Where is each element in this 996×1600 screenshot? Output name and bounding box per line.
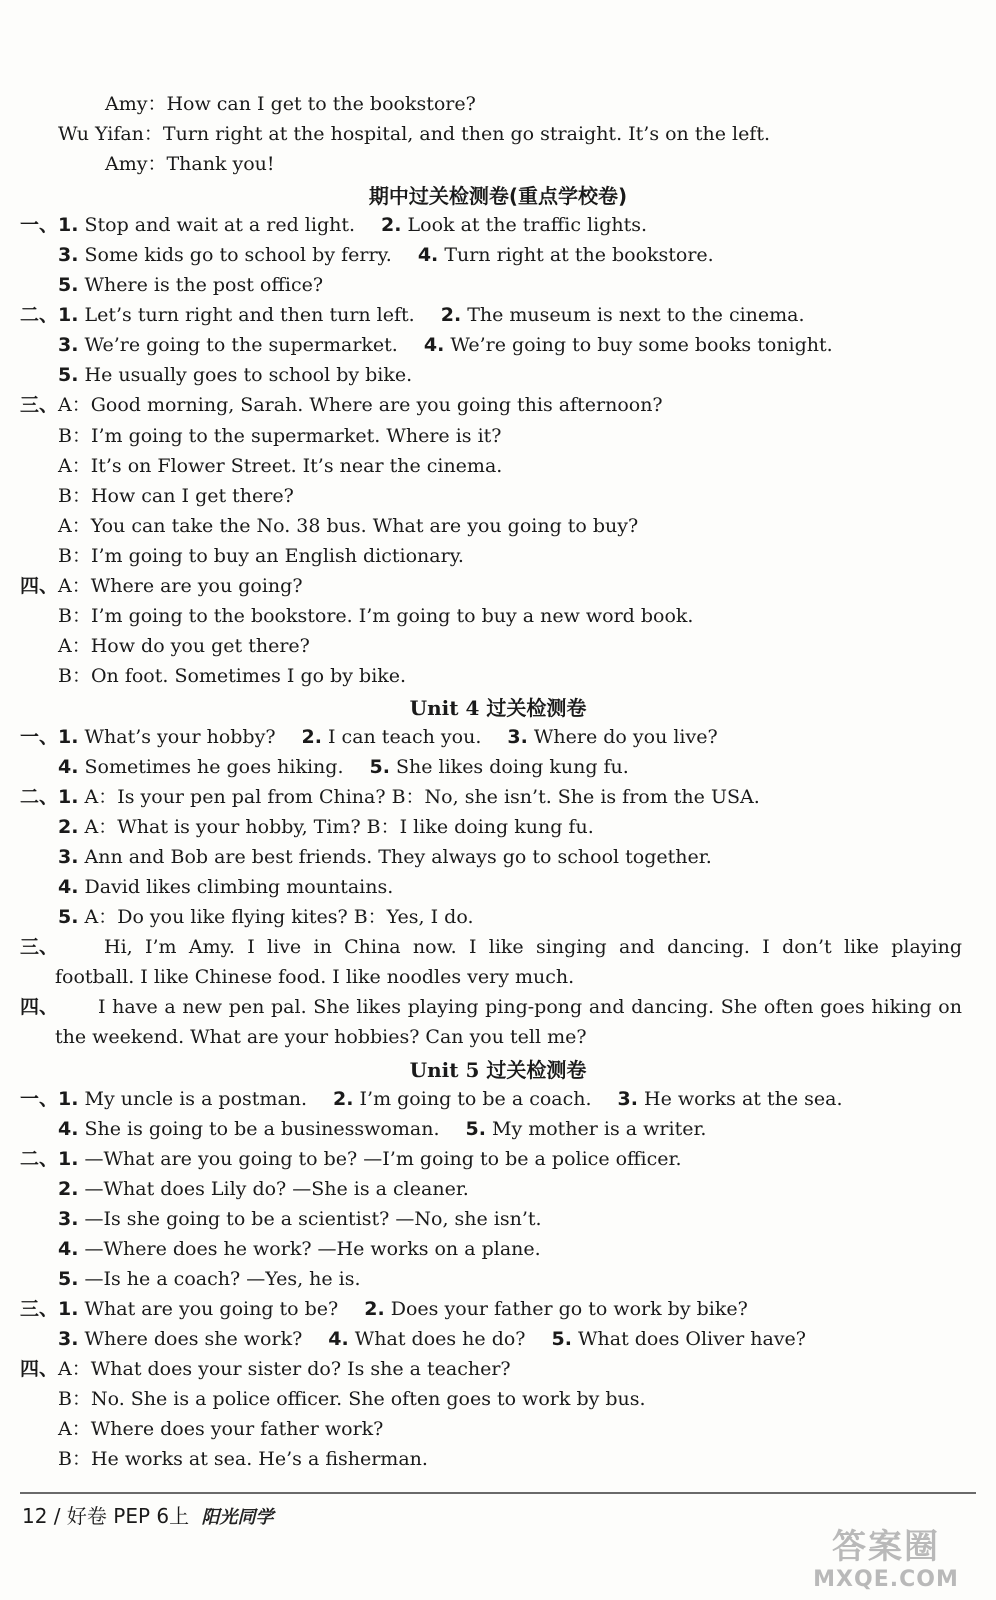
line-text <box>104 933 962 961</box>
footer-divider <box>20 1492 976 1494</box>
item-text: Amy：How can I get to the bookstore? <box>105 93 476 115</box>
answer-line <box>0 933 990 961</box>
item-number: 1. <box>58 1147 79 1170</box>
item-text: Sometimes he goes hiking. <box>84 756 344 778</box>
line-text <box>58 723 718 751</box>
answer-line <box>0 1325 990 1353</box>
answer-line <box>0 602 990 630</box>
line-text <box>58 572 303 600</box>
item-number: 4. <box>58 756 79 778</box>
item-number: 4. <box>423 334 445 357</box>
answer-line <box>0 1355 990 1383</box>
item-number: 5. <box>551 1327 572 1350</box>
answer-line <box>0 783 990 811</box>
line-text <box>58 1265 361 1293</box>
line-text <box>58 1445 428 1473</box>
page-footer <box>22 1500 273 1532</box>
line-text <box>58 452 502 480</box>
item-text: My uncle is a postman. <box>84 1087 308 1110</box>
answer-line <box>0 1023 990 1051</box>
item-text: the weekend. What are your hobbies? Can you tell me? <box>55 1026 587 1049</box>
answer-line <box>0 120 990 148</box>
line-text <box>58 1325 806 1353</box>
item-number: 2. <box>364 1297 385 1320</box>
item-text: David likes climbing mountains. <box>84 876 394 899</box>
line-text <box>58 1205 542 1233</box>
watermark-url: MXQE.COM <box>813 1567 959 1592</box>
answer-line <box>0 301 990 329</box>
item-text: Stop and wait at a red light. <box>84 214 356 237</box>
item-number: 5. <box>369 756 390 778</box>
item-number: 2. <box>333 1087 354 1110</box>
answer-line <box>0 1445 990 1473</box>
item-text: She likes doing kung fu. <box>395 756 629 778</box>
item-text: —What does Lily do? —She is a cleaner. <box>84 1177 469 1200</box>
answer-line <box>0 422 990 450</box>
item-text: Hi, I’m Amy. I live in China now. I like singing and dancing. I don’t like playing <box>104 936 962 959</box>
answer-line <box>0 331 990 359</box>
section-marker: 二、 <box>20 1147 59 1170</box>
answer-line <box>0 1295 990 1323</box>
line-text <box>98 993 962 1021</box>
answer-line <box>0 993 990 1021</box>
item-number: 1. <box>58 214 79 237</box>
answer-line <box>0 1085 990 1113</box>
item-text: Look at the traffic lights. <box>407 214 648 237</box>
item-text: Where does she work? <box>84 1327 303 1350</box>
item-number: 2. <box>440 304 462 327</box>
item-text: A：What is your hobby, Tim? B：I like doing kung fu. <box>84 816 594 839</box>
item-text: My mother is a writer. <box>491 1117 707 1140</box>
answer-line <box>0 452 990 480</box>
section-marker: 四、 <box>20 574 59 597</box>
line-text <box>58 783 760 811</box>
item-number: 1. <box>58 786 79 809</box>
item-text: Ann and Bob are best friends. They always go to school together. <box>84 846 712 869</box>
item-number: 3. <box>507 725 528 748</box>
section-marker: 三、 <box>20 394 59 417</box>
answer-line <box>0 963 990 991</box>
item-number: 1. <box>58 304 79 327</box>
item-text: B：I’m going to the bookstore. I’m going to buy a new word book. <box>58 604 694 627</box>
answer-line <box>0 843 990 871</box>
section-marker: 三、 <box>20 1297 59 1320</box>
item-number: 4. <box>58 876 79 899</box>
item-text: I have a new pen pal. She likes playing ping-pong and dancing. She often goes hiking on <box>98 996 962 1019</box>
answer-line <box>0 632 990 660</box>
item-text: Let’s turn right and then turn left. <box>84 304 415 327</box>
section-marker: 四、 <box>20 1357 59 1380</box>
line-text <box>58 753 629 781</box>
line-text <box>58 1235 541 1263</box>
line-text <box>58 482 294 510</box>
item-text: —What are you going to be? —I’m going to be a police officer. <box>84 1147 682 1170</box>
answer-line <box>0 662 990 690</box>
line-text <box>58 873 393 901</box>
item-text: —Where does he work? —He works on a plane. <box>84 1237 541 1260</box>
item-number: 4. <box>417 244 439 267</box>
line-text <box>58 1175 469 1203</box>
answer-line <box>0 1415 990 1443</box>
brand-logo: 阳光同学 <box>201 1507 274 1528</box>
answer-line <box>0 1265 990 1293</box>
item-text: Wu Yifan：Turn right at the hospital, and then go straight. It’s on the left. <box>58 123 771 146</box>
answer-line <box>0 211 990 239</box>
section-heading <box>0 1055 996 1085</box>
answer-line <box>0 903 990 931</box>
line-text <box>58 1385 646 1413</box>
item-number: 1. <box>58 725 79 748</box>
answer-line <box>0 1175 990 1203</box>
item-number: 3. <box>58 244 79 267</box>
item-number: 1. <box>58 1297 79 1320</box>
item-number: 5. <box>58 1267 79 1290</box>
line-text <box>58 120 770 148</box>
item-number: 4. <box>328 1327 349 1350</box>
section-marker: 一、 <box>20 1087 59 1110</box>
section-marker: 二、 <box>20 786 59 809</box>
answer-line <box>0 873 990 901</box>
line-text <box>105 150 275 178</box>
item-text: B：I’m going to the supermarket. Where is it? <box>58 424 502 447</box>
item-number: 2. <box>58 816 79 839</box>
line-text <box>58 1355 511 1383</box>
answer-line <box>0 512 990 540</box>
heading-title: 过关检测卷 <box>486 695 587 720</box>
item-number: 2. <box>301 725 322 748</box>
unit-label: Unit 4 <box>409 695 480 720</box>
item-text: —Is he a coach? —Yes, he is. <box>84 1267 361 1290</box>
item-number: 2. <box>381 214 402 237</box>
answer-line <box>0 1235 990 1263</box>
line-text <box>55 963 574 991</box>
item-text: What’s your hobby? <box>84 725 276 748</box>
site-watermark <box>786 1526 986 1596</box>
line-text <box>58 1295 748 1323</box>
item-number: 5. <box>58 906 79 929</box>
answer-line <box>0 572 990 600</box>
item-number: 3. <box>58 1327 79 1350</box>
answer-line <box>0 271 990 299</box>
item-number: 3. <box>58 334 79 357</box>
section-heading <box>0 693 996 723</box>
line-text <box>58 632 310 660</box>
section-marker: 二、 <box>20 304 59 327</box>
item-text: B：On foot. Sometimes I go by bike. <box>58 664 407 687</box>
line-text <box>58 1085 843 1113</box>
item-text: Amy：Thank you! <box>105 153 275 176</box>
item-text: Does your father go to work by bike? <box>390 1297 748 1320</box>
item-text: football. I like Chinese food. I like noodles very much. <box>55 966 575 989</box>
item-text: A：It’s on Flower Street. It’s near the cinema. <box>58 454 503 477</box>
item-text: What does Oliver have? <box>578 1327 806 1350</box>
answer-line <box>0 753 990 781</box>
section-marker: 四、 <box>20 996 59 1019</box>
answer-line <box>0 723 990 751</box>
item-text: B：I’m going to buy an English dictionary. <box>58 544 464 567</box>
item-text: B：He works at sea. He’s a fisherman. <box>58 1448 428 1471</box>
line-text <box>58 813 594 841</box>
answer-line <box>0 1205 990 1233</box>
item-number: 1. <box>58 1087 79 1110</box>
line-text <box>58 602 693 630</box>
item-number: 5. <box>58 274 79 297</box>
heading-title: 期中过关检测卷(重点学校卷) <box>368 184 628 209</box>
section-marker: 三、 <box>20 936 59 959</box>
item-text: The museum is next to the cinema. <box>467 304 805 327</box>
item-number: 5. <box>465 1117 486 1140</box>
item-text: What does he do? <box>354 1327 526 1350</box>
line-text <box>58 271 323 299</box>
line-text <box>58 211 647 239</box>
item-text: Where is the post office? <box>84 274 324 297</box>
answer-line <box>0 1385 990 1413</box>
section-marker: 一、 <box>20 725 59 748</box>
line-text <box>58 301 805 329</box>
unit-label: Unit 5 <box>409 1057 480 1082</box>
line-text <box>58 422 501 450</box>
item-text: A：How do you get there? <box>58 634 310 657</box>
item-text: What are you going to be? <box>84 1297 339 1320</box>
answer-line <box>0 361 990 389</box>
item-text: I can teach you. <box>328 725 482 748</box>
item-number: 2. <box>58 1177 79 1200</box>
answer-line <box>0 1145 990 1173</box>
line-text <box>58 241 714 269</box>
item-text: We’re going to the supermarket. <box>84 334 398 357</box>
section-marker: 一、 <box>20 214 59 237</box>
line-text <box>58 843 712 871</box>
item-text: Where do you live? <box>533 725 718 748</box>
line-text <box>58 903 473 931</box>
line-text <box>58 331 833 359</box>
item-text: A：Where does your father work? <box>58 1418 384 1441</box>
item-number: 3. <box>617 1087 638 1110</box>
line-text <box>58 361 412 389</box>
line-text <box>58 1115 706 1143</box>
item-number: 4. <box>58 1237 79 1260</box>
item-text: A：What does your sister do? Is she a teacher? <box>58 1357 511 1380</box>
page-number: 12 / <box>22 1504 61 1528</box>
line-text <box>58 1145 682 1173</box>
answer-line <box>0 150 990 178</box>
item-number: 5. <box>58 364 79 387</box>
item-text: He works at the sea. <box>644 1087 843 1110</box>
item-text: A：You can take the No. 38 bus. What are you going to buy? <box>58 514 639 537</box>
item-number: 3. <box>58 1207 79 1230</box>
item-text: A：Do you like flying kites? B：Yes, I do. <box>84 906 474 929</box>
watermark-text: 答案圈 <box>832 1527 940 1567</box>
line-text <box>58 542 464 570</box>
line-text <box>58 391 663 419</box>
answer-line <box>0 482 990 510</box>
item-text: B：How can I get there? <box>58 484 294 507</box>
item-number: 4. <box>58 1117 79 1140</box>
item-text: —Is she going to be a scientist? —No, she isn’t. <box>84 1207 542 1230</box>
line-text <box>105 90 476 118</box>
line-text <box>58 1415 383 1443</box>
item-text: B：No. She is a police officer. She often goes to work by bus. <box>58 1388 646 1410</box>
item-text: She is going to be a businesswoman. <box>84 1117 440 1140</box>
item-text: A：Where are you going? <box>58 574 303 597</box>
item-text: He usually goes to school by bike. <box>84 364 413 387</box>
answer-line <box>0 391 990 419</box>
section-heading <box>0 181 996 211</box>
item-text: A：Good morning, Sarah. Where are you going this afternoon? <box>58 394 663 417</box>
item-text: I’m going to be a coach. <box>359 1087 592 1110</box>
answer-line <box>0 813 990 841</box>
item-number: 3. <box>58 846 79 869</box>
item-text: Some kids go to school by ferry. <box>84 244 392 267</box>
answer-line <box>0 241 990 269</box>
item-text: A：Is your pen pal from China? B：No, she isn’t. She is from the USA. <box>84 786 760 809</box>
answer-line <box>0 1115 990 1143</box>
answer-line <box>0 542 990 570</box>
line-text <box>58 662 406 690</box>
book-title: 好卷 PEP 6上 <box>66 1504 190 1528</box>
line-text <box>58 512 638 540</box>
line-text <box>55 1023 587 1051</box>
answer-line <box>0 90 990 118</box>
item-text: We’re going to buy some books tonight. <box>450 334 833 357</box>
item-text: Turn right at the bookstore. <box>444 244 714 267</box>
heading-title: 过关检测卷 <box>486 1057 587 1082</box>
